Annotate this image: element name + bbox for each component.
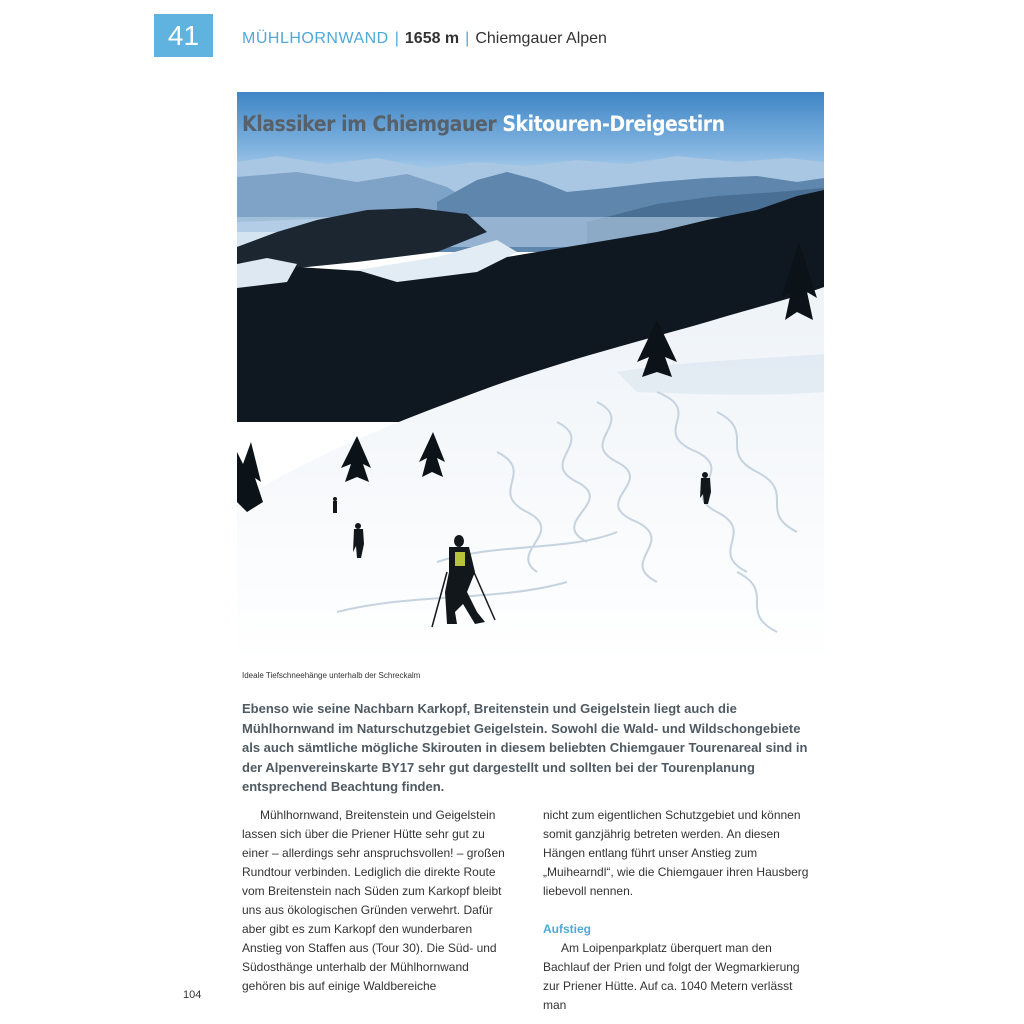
photo-caption: Ideale Tiefschneehänge unterhalb der Schreckalm [242,671,421,680]
header-separator: | [394,30,399,47]
region-name: Chiemgauer Alpen [475,30,607,47]
text-column-right [543,806,813,1015]
tour-number-badge: 41 [154,14,213,57]
body-paragraph: Mühlhornwand, Breitenstein und Geigelstein lassen sich über die Priener Hütte sehr gut zu einer – allerdings sehr anspruchsvollen! – großen Rundtour verbinden. Lediglich die direkte Route vom Breitenstein nach Süden zum Karkopf bleibt uns aus ökologischen Gründen verwehrt. Dafür aber gibt es zum Karkopf den wunderbaren Anstieg von Staffen aus (Tour 30). Die Süd- und Südosthänge unterhalb der Mühlhornwand gehören bis auf einige Waldbereiche [242,808,505,993]
mountain-name: MÜHLHORNWAND [242,30,389,47]
text-column-left [242,806,512,996]
altitude: 1658 m [404,30,460,47]
photo-illustration [237,92,824,664]
photo-headline [242,112,725,136]
headline-dark-part: Klassiker im Chiemgauer [242,112,497,136]
body-paragraph: nicht zum eigentlichen Schutzgebiet und können somit ganzjährig betreten werden. An diesen Hängen entlang führt unser Anstieg zum „Muihearndl“, wie die Chiemgauer ihren Hausberg liebevoll nennen. [543,808,809,898]
header-separator: | [465,30,470,47]
section-heading-aufstieg: Aufstieg [543,922,591,936]
ski-slope-photo [237,92,824,664]
intro-paragraph: Ebenso wie seine Nachbarn Karkopf, Breitenstein und Geigelstein liegt auch die Mühlhornwand im Naturschutzgebiet Geigelstein. Sowohl die Wald- und Wildschongebiete als auch sämtliche mögliche Skirouten in diesem beliebten Chiemgauer Tourenareal sind in der Alpenvereinskarte BY17 sehr gut dargestellt und sollten bei der Tourenplanung entsprechend Beachtung finden. [242,701,808,794]
headline-light-part: Skitouren-Dreigestirn [502,112,725,136]
page-header [242,28,607,50]
body-paragraph: Am Loipenparkplatz überquert man den Bachlauf der Prien und folgt der Wegmarkierung zur Priener Hütte. Auf ca. 1040 Metern verlässt man [543,941,800,1012]
page-number: 104 [183,989,202,1001]
